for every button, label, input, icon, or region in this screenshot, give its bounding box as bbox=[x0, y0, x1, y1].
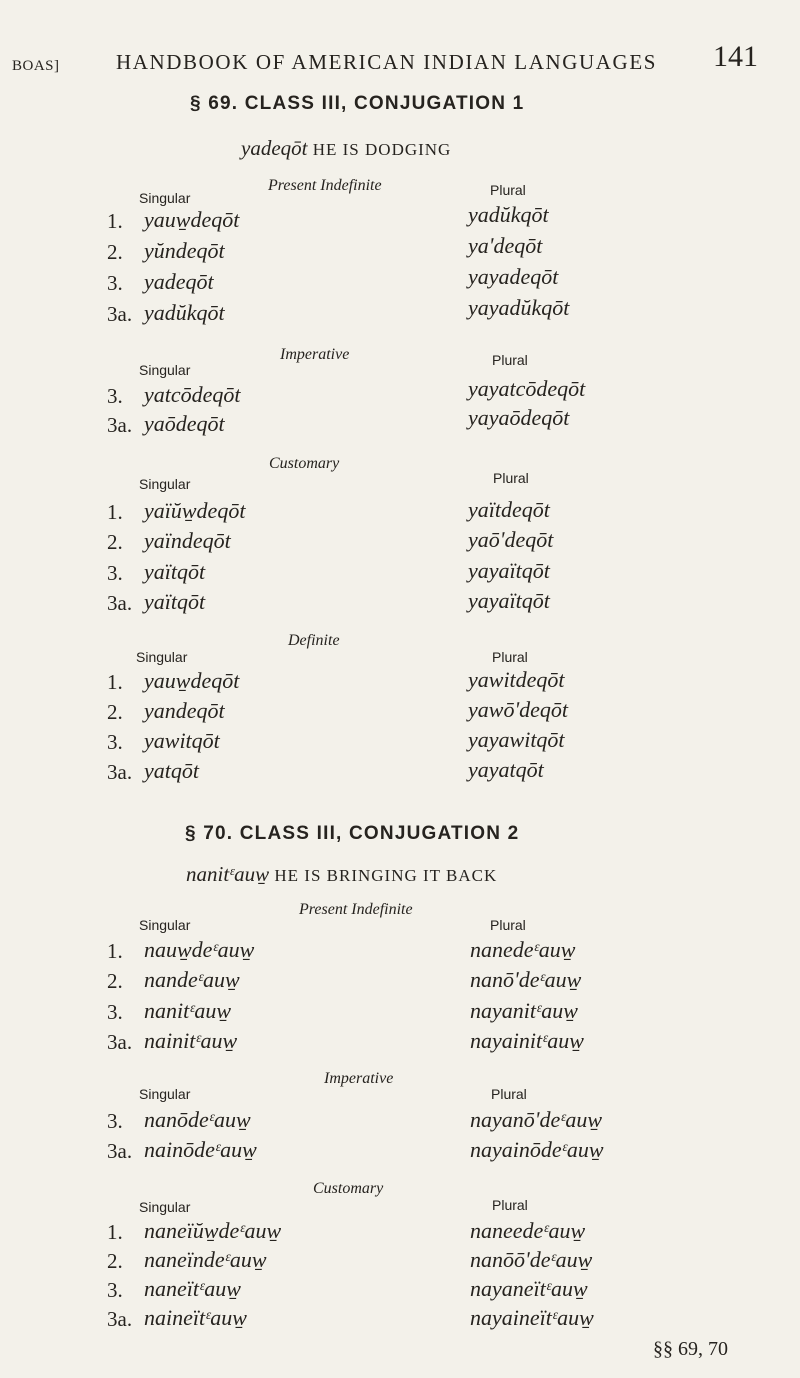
row-number: 3. bbox=[107, 561, 123, 585]
plural-form: nayaineïtᵋauw̱ bbox=[470, 1305, 594, 1330]
tense-label: Customary bbox=[313, 1180, 384, 1197]
tense-label: Imperative bbox=[280, 346, 350, 363]
row-number: 3. bbox=[107, 1109, 123, 1133]
title-gloss: HE IS DODGING bbox=[312, 140, 452, 159]
row-number: 3. bbox=[107, 1278, 123, 1302]
row-number: 2. bbox=[107, 240, 123, 264]
singular-form: yawitqōt bbox=[144, 728, 220, 753]
singular-form: yaïŭw̱deqōt bbox=[144, 498, 246, 523]
row-number: 3. bbox=[107, 730, 123, 754]
plural-label: Plural bbox=[491, 1086, 527, 1102]
singular-form: yauw̱deqōt bbox=[144, 207, 240, 232]
plural-label: Plural bbox=[492, 352, 528, 368]
row-number: 3a. bbox=[107, 760, 133, 784]
plural-form: nanedeᵋauw̱ bbox=[470, 937, 576, 962]
plural-form: yayadeqōt bbox=[468, 264, 559, 289]
row-number: 2. bbox=[107, 700, 123, 724]
row-number: 1. bbox=[107, 670, 123, 694]
singular-form: nauw̱deᵋauw̱ bbox=[144, 937, 255, 962]
plural-form: yadŭkqōt bbox=[468, 202, 549, 227]
side-tag: BOAS] bbox=[12, 58, 60, 74]
tense-label: Present Indefinite bbox=[268, 177, 382, 194]
singular-form: yauw̱deqōt bbox=[144, 668, 240, 693]
row-number: 3a. bbox=[107, 591, 133, 615]
plural-form: nayanitᵋauw̱ bbox=[470, 998, 578, 1023]
plural-form: nayaneïtᵋauw̱ bbox=[470, 1276, 588, 1301]
singular-label: Singular bbox=[136, 649, 188, 665]
plural-form: yayaōdeqōt bbox=[468, 405, 570, 430]
singular-form: nanōdeᵋauw̱ bbox=[144, 1107, 251, 1132]
running-header: HANDBOOK OF AMERICAN INDIAN LANGUAGES bbox=[116, 50, 658, 74]
singular-form: yatqōt bbox=[144, 758, 199, 783]
section-reference: §§ 69, 70 bbox=[653, 1338, 728, 1360]
plural-form: yayaïtqōt bbox=[468, 588, 550, 613]
plural-form: yayadŭkqōt bbox=[468, 295, 570, 320]
singular-form: yŭndeqōt bbox=[144, 238, 225, 263]
row-number: 3a. bbox=[107, 302, 133, 326]
singular-form: yaïtqōt bbox=[144, 559, 206, 584]
singular-form: yatcōdeqōt bbox=[144, 382, 241, 407]
section-title bbox=[186, 862, 497, 887]
plural-label: Plural bbox=[493, 470, 529, 486]
singular-label: Singular bbox=[139, 362, 191, 378]
plural-label: Plural bbox=[492, 1197, 528, 1213]
plural-form: nayainitᵋauw̱ bbox=[470, 1028, 584, 1053]
row-number: 3a. bbox=[107, 1307, 133, 1331]
singular-form: naneïtᵋauw̱ bbox=[144, 1276, 241, 1301]
singular-form: yadeqōt bbox=[144, 269, 214, 294]
section-title bbox=[241, 136, 451, 161]
singular-form: yandeqōt bbox=[144, 698, 225, 723]
row-number: 3a. bbox=[107, 1139, 133, 1163]
row-number: 2. bbox=[107, 530, 123, 554]
plural-label: Plural bbox=[492, 649, 528, 665]
plural-form: yaïtdeqōt bbox=[468, 497, 550, 522]
tense-label: Present Indefinite bbox=[299, 901, 413, 918]
title-word: yadeqōt bbox=[241, 136, 308, 160]
row-number: 1. bbox=[107, 1220, 123, 1244]
singular-form: yaïndeqōt bbox=[144, 528, 231, 553]
singular-form: yadŭkqōt bbox=[144, 300, 225, 325]
plural-label: Plural bbox=[490, 917, 526, 933]
plural-form: yayaïtqōt bbox=[468, 558, 550, 583]
plural-form: nayanōʹdeᵋauw̱ bbox=[470, 1107, 603, 1132]
plural-form: yayatcōdeqōt bbox=[468, 376, 586, 401]
row-number: 2. bbox=[107, 969, 123, 993]
row-number: 3. bbox=[107, 271, 123, 295]
plural-form: nayainōdeᵋauw̱ bbox=[470, 1137, 604, 1162]
section-heading: § 69. CLASS III, CONJUGATION 1 bbox=[190, 93, 525, 114]
singular-form: nainitᵋauw̱ bbox=[144, 1028, 238, 1053]
row-number: 3. bbox=[107, 1000, 123, 1024]
plural-form: naneedeᵋauw̱ bbox=[470, 1218, 586, 1243]
plural-form: yaʹdeqōt bbox=[468, 233, 543, 258]
plural-label: Plural bbox=[490, 182, 526, 198]
plural-form: yawitdeqōt bbox=[468, 667, 565, 692]
tense-label: Customary bbox=[269, 455, 340, 472]
tense-label: Imperative bbox=[324, 1070, 394, 1087]
singular-label: Singular bbox=[139, 917, 191, 933]
plural-form: nanōōʹdeᵋauw̱ bbox=[470, 1247, 593, 1272]
page-number: 141 bbox=[713, 40, 758, 73]
row-number: 3a. bbox=[107, 413, 133, 437]
row-number: 1. bbox=[107, 939, 123, 963]
plural-form: nanōʹdeᵋauw̱ bbox=[470, 967, 582, 992]
row-number: 3. bbox=[107, 384, 123, 408]
plural-form: yaōʹdeqōt bbox=[468, 527, 554, 552]
singular-form: nainōdeᵋauw̱ bbox=[144, 1137, 257, 1162]
row-number: 1. bbox=[107, 209, 123, 233]
title-gloss: HE IS BRINGING IT BACK bbox=[274, 866, 498, 885]
singular-form: nanitᵋauw̱ bbox=[144, 998, 232, 1023]
plural-form: yawōʹdeqōt bbox=[468, 697, 569, 722]
tense-label: Definite bbox=[288, 632, 340, 649]
singular-label: Singular bbox=[139, 1199, 191, 1215]
singular-form: yaōdeqōt bbox=[144, 411, 225, 436]
plural-form: yayawitqōt bbox=[468, 727, 565, 752]
row-number: 2. bbox=[107, 1249, 123, 1273]
singular-form: naneïŭw̱deᵋauw̱ bbox=[144, 1218, 282, 1243]
title-word: nanitᵋauw̱ bbox=[186, 862, 270, 886]
singular-label: Singular bbox=[139, 476, 191, 492]
singular-form: yaïtqōt bbox=[144, 589, 206, 614]
plural-form: yayatqōt bbox=[468, 757, 544, 782]
singular-form: nandeᵋauw̱ bbox=[144, 967, 240, 992]
section-heading: § 70. CLASS III, CONJUGATION 2 bbox=[185, 823, 520, 844]
singular-label: Singular bbox=[139, 190, 191, 206]
singular-label: Singular bbox=[139, 1086, 191, 1102]
row-number: 3a. bbox=[107, 1030, 133, 1054]
singular-form: naineïtᵋauw̱ bbox=[144, 1305, 247, 1330]
singular-form: naneïndeᵋauw̱ bbox=[144, 1247, 267, 1272]
row-number: 1. bbox=[107, 500, 123, 524]
